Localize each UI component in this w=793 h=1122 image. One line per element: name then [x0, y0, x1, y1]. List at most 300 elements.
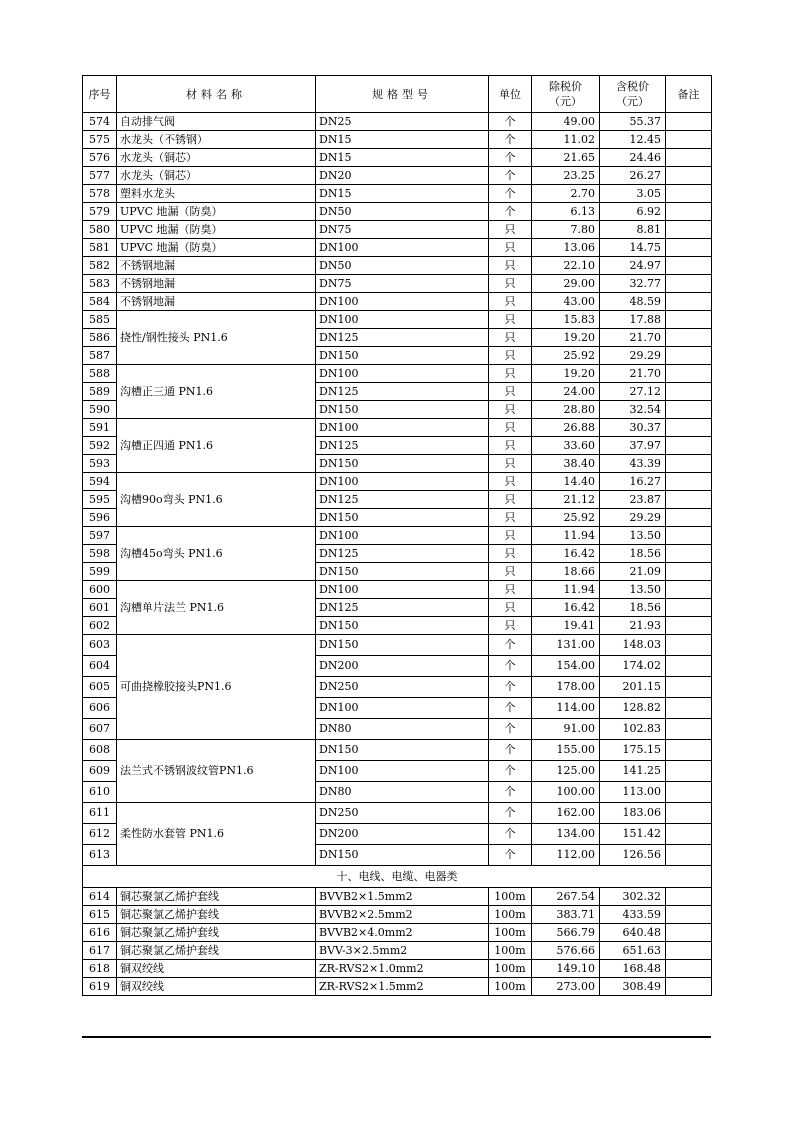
row-spec: BVVB2×4.0mm2	[316, 924, 489, 942]
row-spec: DN125	[316, 491, 489, 509]
row-unit: 个	[489, 677, 532, 698]
row-no: 588	[83, 365, 117, 383]
row-spec: DN20	[316, 167, 489, 185]
row-spec: DN100	[316, 419, 489, 437]
row-name: 沟槽单片法兰 PN1.6	[117, 581, 316, 635]
row-unit: 个	[489, 131, 532, 149]
row-price-ex: 149.10	[532, 960, 600, 978]
row-price-in: 433.59	[600, 906, 666, 924]
row-name: 挠性/钢性接头 PN1.6	[117, 311, 316, 365]
row-spec: DN15	[316, 185, 489, 203]
table-row	[83, 365, 712, 383]
row-no: 603	[83, 635, 117, 656]
table-row	[83, 803, 712, 824]
row-price-ex: 26.88	[532, 419, 600, 437]
row-price-in: 13.50	[600, 581, 666, 599]
row-remark	[666, 185, 712, 203]
row-price-ex: 91.00	[532, 719, 600, 740]
row-spec: DN100	[316, 365, 489, 383]
row-name: 法兰式不锈钢波纹管PN1.6	[117, 740, 316, 803]
row-remark	[666, 740, 712, 761]
row-remark	[666, 617, 712, 635]
row-unit: 个	[489, 824, 532, 845]
bottom-rule	[82, 1036, 711, 1038]
row-price-ex: 100.00	[532, 782, 600, 803]
row-price-ex: 18.66	[532, 563, 600, 581]
row-price-ex: 38.40	[532, 455, 600, 473]
header-spec: 规格型号	[316, 76, 489, 113]
row-remark	[666, 437, 712, 455]
row-price-ex: 2.70	[532, 185, 600, 203]
row-no: 575	[83, 131, 117, 149]
row-no: 598	[83, 545, 117, 563]
row-remark	[666, 635, 712, 656]
row-name: 沟槽正四通 PN1.6	[117, 419, 316, 473]
row-name: 水龙头（铜芯）	[117, 167, 316, 185]
row-spec: DN200	[316, 656, 489, 677]
table-header-row	[83, 76, 712, 113]
table-row	[83, 419, 712, 437]
row-price-in: 24.46	[600, 149, 666, 167]
row-price-ex: 125.00	[532, 761, 600, 782]
row-name: 沟槽45o弯头 PN1.6	[117, 527, 316, 581]
row-spec: DN125	[316, 383, 489, 401]
row-unit: 只	[489, 581, 532, 599]
row-no: 615	[83, 906, 117, 924]
row-unit: 个	[489, 740, 532, 761]
row-no: 586	[83, 329, 117, 347]
row-price-in: 12.45	[600, 131, 666, 149]
table-row	[83, 257, 712, 275]
row-remark	[666, 924, 712, 942]
row-remark	[666, 347, 712, 365]
row-spec: DN50	[316, 257, 489, 275]
row-price-in: 21.09	[600, 563, 666, 581]
row-spec: DN100	[316, 473, 489, 491]
row-price-ex: 178.00	[532, 677, 600, 698]
row-price-ex: 21.12	[532, 491, 600, 509]
row-remark	[666, 419, 712, 437]
row-price-in: 174.02	[600, 656, 666, 677]
row-unit: 只	[489, 509, 532, 527]
row-no: 581	[83, 239, 117, 257]
row-price-ex: 154.00	[532, 656, 600, 677]
table-row	[83, 635, 712, 656]
row-unit: 只	[489, 419, 532, 437]
row-price-in: 21.70	[600, 365, 666, 383]
row-price-in: 13.50	[600, 527, 666, 545]
row-no: 616	[83, 924, 117, 942]
row-spec: DN150	[316, 509, 489, 527]
row-unit: 个	[489, 167, 532, 185]
row-price-ex: 155.00	[532, 740, 600, 761]
row-price-in: 26.27	[600, 167, 666, 185]
row-price-ex: 11.94	[532, 581, 600, 599]
row-price-ex: 11.02	[532, 131, 600, 149]
row-price-in: 32.54	[600, 401, 666, 419]
row-spec: BVVB2×1.5mm2	[316, 888, 489, 906]
row-spec: ZR-RVS2×1.0mm2	[316, 960, 489, 978]
row-spec: DN150	[316, 347, 489, 365]
row-no: 574	[83, 113, 117, 131]
row-unit: 只	[489, 239, 532, 257]
table-row	[83, 221, 712, 239]
row-price-in: 21.93	[600, 617, 666, 635]
row-price-in: 37.97	[600, 437, 666, 455]
row-unit: 个	[489, 719, 532, 740]
header-unit: 单位	[489, 76, 532, 113]
row-unit: 只	[489, 599, 532, 617]
row-unit: 只	[489, 329, 532, 347]
row-spec: DN25	[316, 113, 489, 131]
row-spec: BVV-3×2.5mm2	[316, 942, 489, 960]
row-price-ex: 14.40	[532, 473, 600, 491]
row-price-in: 43.39	[600, 455, 666, 473]
row-unit: 只	[489, 383, 532, 401]
row-no: 605	[83, 677, 117, 698]
row-no: 614	[83, 888, 117, 906]
row-price-in: 29.29	[600, 509, 666, 527]
row-unit: 个	[489, 761, 532, 782]
row-spec: ZR-RVS2×1.5mm2	[316, 978, 489, 996]
row-no: 580	[83, 221, 117, 239]
row-spec: DN125	[316, 599, 489, 617]
row-spec: DN125	[316, 329, 489, 347]
row-name: UPVC 地漏（防臭）	[117, 203, 316, 221]
row-no: 600	[83, 581, 117, 599]
row-price-in: 18.56	[600, 599, 666, 617]
table-row	[83, 888, 712, 906]
row-spec: BVVB2×2.5mm2	[316, 906, 489, 924]
row-unit: 个	[489, 656, 532, 677]
row-spec: DN150	[316, 740, 489, 761]
row-remark	[666, 365, 712, 383]
row-remark	[666, 698, 712, 719]
row-unit: 只	[489, 473, 532, 491]
table-row	[83, 167, 712, 185]
row-remark	[666, 960, 712, 978]
row-remark	[666, 167, 712, 185]
row-price-in: 24.97	[600, 257, 666, 275]
table-row	[83, 906, 712, 924]
row-remark	[666, 473, 712, 491]
row-no: 583	[83, 275, 117, 293]
row-remark	[666, 221, 712, 239]
row-name: 柔性防水套管 PN1.6	[117, 803, 316, 866]
row-spec: DN100	[316, 239, 489, 257]
row-spec: DN100	[316, 581, 489, 599]
row-remark	[666, 329, 712, 347]
table-row	[83, 527, 712, 545]
row-no: 613	[83, 845, 117, 866]
row-no: 606	[83, 698, 117, 719]
row-no: 599	[83, 563, 117, 581]
row-price-in: 32.77	[600, 275, 666, 293]
row-unit: 只	[489, 347, 532, 365]
row-price-ex: 19.20	[532, 365, 600, 383]
row-unit: 只	[489, 365, 532, 383]
row-unit: 个	[489, 635, 532, 656]
table-row	[83, 185, 712, 203]
row-price-in: 55.37	[600, 113, 666, 131]
header-price-in: 含税价 （元）	[600, 76, 666, 113]
row-no: 608	[83, 740, 117, 761]
row-price-ex: 23.25	[532, 167, 600, 185]
row-spec: DN250	[316, 803, 489, 824]
row-unit: 100m	[489, 978, 532, 996]
row-spec: DN150	[316, 845, 489, 866]
row-remark	[666, 509, 712, 527]
row-no: 591	[83, 419, 117, 437]
row-spec: DN100	[316, 527, 489, 545]
row-remark	[666, 906, 712, 924]
row-spec: DN250	[316, 677, 489, 698]
row-no: 587	[83, 347, 117, 365]
row-price-ex: 13.06	[532, 239, 600, 257]
row-price-ex: 24.00	[532, 383, 600, 401]
row-unit: 个	[489, 113, 532, 131]
table-row	[83, 131, 712, 149]
row-unit: 只	[489, 311, 532, 329]
row-price-in: 48.59	[600, 293, 666, 311]
table-row	[83, 978, 712, 996]
row-unit: 只	[489, 257, 532, 275]
row-unit: 100m	[489, 924, 532, 942]
row-no: 601	[83, 599, 117, 617]
row-spec: DN125	[316, 545, 489, 563]
row-no: 582	[83, 257, 117, 275]
row-remark	[666, 845, 712, 866]
row-price-in: 128.82	[600, 698, 666, 719]
row-no: 578	[83, 185, 117, 203]
row-price-in: 183.06	[600, 803, 666, 824]
row-remark	[666, 719, 712, 740]
header-name: 材料名称	[117, 76, 316, 113]
row-name: UPVC 地漏（防臭）	[117, 221, 316, 239]
table-row	[83, 203, 712, 221]
row-price-in: 302.32	[600, 888, 666, 906]
row-price-in: 151.42	[600, 824, 666, 845]
table-row	[83, 275, 712, 293]
row-price-in: 27.12	[600, 383, 666, 401]
row-unit: 个	[489, 203, 532, 221]
row-price-in: 14.75	[600, 239, 666, 257]
row-remark	[666, 257, 712, 275]
row-price-ex: 21.65	[532, 149, 600, 167]
row-remark	[666, 113, 712, 131]
table-row	[83, 960, 712, 978]
row-price-ex: 25.92	[532, 509, 600, 527]
row-remark	[666, 527, 712, 545]
table-row	[83, 311, 712, 329]
row-price-ex: 15.83	[532, 311, 600, 329]
row-unit: 只	[489, 401, 532, 419]
row-no: 612	[83, 824, 117, 845]
row-remark	[666, 203, 712, 221]
row-price-in: 30.37	[600, 419, 666, 437]
row-unit: 100m	[489, 888, 532, 906]
row-price-in: 126.56	[600, 845, 666, 866]
row-price-ex: 134.00	[532, 824, 600, 845]
row-spec: DN80	[316, 782, 489, 803]
row-price-in: 168.48	[600, 960, 666, 978]
row-price-ex: 28.80	[532, 401, 600, 419]
row-remark	[666, 656, 712, 677]
row-price-ex: 29.00	[532, 275, 600, 293]
table-row	[83, 293, 712, 311]
row-price-in: 16.27	[600, 473, 666, 491]
table-row	[83, 149, 712, 167]
row-price-in: 175.15	[600, 740, 666, 761]
row-price-in: 29.29	[600, 347, 666, 365]
row-no: 618	[83, 960, 117, 978]
row-price-in: 113.00	[600, 782, 666, 803]
row-price-in: 640.48	[600, 924, 666, 942]
row-unit: 个	[489, 845, 532, 866]
row-unit: 个	[489, 803, 532, 824]
row-spec: DN150	[316, 563, 489, 581]
row-price-ex: 16.42	[532, 545, 600, 563]
row-remark	[666, 761, 712, 782]
row-price-in: 201.15	[600, 677, 666, 698]
row-price-ex: 33.60	[532, 437, 600, 455]
row-remark	[666, 275, 712, 293]
row-spec: DN100	[316, 293, 489, 311]
row-remark	[666, 599, 712, 617]
row-no: 617	[83, 942, 117, 960]
row-unit: 只	[489, 221, 532, 239]
row-unit: 只	[489, 527, 532, 545]
row-remark	[666, 239, 712, 257]
row-price-in: 148.03	[600, 635, 666, 656]
row-spec: DN15	[316, 131, 489, 149]
row-no: 589	[83, 383, 117, 401]
row-price-in: 18.56	[600, 545, 666, 563]
row-name: 不锈钢地漏	[117, 275, 316, 293]
row-remark	[666, 401, 712, 419]
table-row	[83, 113, 712, 131]
row-remark	[666, 131, 712, 149]
row-price-ex: 576.66	[532, 942, 600, 960]
row-no: 585	[83, 311, 117, 329]
row-remark	[666, 491, 712, 509]
row-no: 592	[83, 437, 117, 455]
row-spec: DN15	[316, 149, 489, 167]
row-unit: 个	[489, 149, 532, 167]
row-no: 597	[83, 527, 117, 545]
row-remark	[666, 942, 712, 960]
row-no: 576	[83, 149, 117, 167]
table-row	[83, 473, 712, 491]
table-row	[83, 924, 712, 942]
table-row	[83, 740, 712, 761]
row-spec: DN200	[316, 824, 489, 845]
row-unit: 只	[489, 617, 532, 635]
row-price-ex: 566.79	[532, 924, 600, 942]
row-no: 607	[83, 719, 117, 740]
table-row	[83, 239, 712, 257]
row-remark	[666, 455, 712, 473]
row-no: 590	[83, 401, 117, 419]
row-price-ex: 273.00	[532, 978, 600, 996]
row-price-in: 141.25	[600, 761, 666, 782]
row-remark	[666, 293, 712, 311]
row-no: 619	[83, 978, 117, 996]
row-price-in: 102.83	[600, 719, 666, 740]
row-remark	[666, 581, 712, 599]
row-name: 铜芯聚氯乙烯护套线	[117, 924, 316, 942]
row-unit: 只	[489, 437, 532, 455]
row-spec: DN150	[316, 635, 489, 656]
price-table	[82, 75, 712, 996]
row-price-in: 6.92	[600, 203, 666, 221]
row-price-in: 8.81	[600, 221, 666, 239]
row-no: 595	[83, 491, 117, 509]
row-remark	[666, 149, 712, 167]
row-name: UPVC 地漏（防臭）	[117, 239, 316, 257]
row-price-ex: 267.54	[532, 888, 600, 906]
row-name: 不锈钢地漏	[117, 257, 316, 275]
row-unit: 只	[489, 293, 532, 311]
table-row	[83, 581, 712, 599]
row-name: 铜芯聚氯乙烯护套线	[117, 906, 316, 924]
row-name: 水龙头（不锈钢）	[117, 131, 316, 149]
row-name: 铜芯聚氯乙烯护套线	[117, 888, 316, 906]
section-title: 十、电线、电缆、电器类	[83, 866, 712, 888]
row-no: 596	[83, 509, 117, 527]
row-remark	[666, 803, 712, 824]
row-no: 610	[83, 782, 117, 803]
row-unit: 个	[489, 782, 532, 803]
row-price-ex: 19.41	[532, 617, 600, 635]
row-unit: 只	[489, 491, 532, 509]
row-spec: DN150	[316, 455, 489, 473]
row-no: 593	[83, 455, 117, 473]
row-unit: 100m	[489, 942, 532, 960]
row-price-ex: 16.42	[532, 599, 600, 617]
table-row	[83, 942, 712, 960]
row-price-ex: 383.71	[532, 906, 600, 924]
row-remark	[666, 677, 712, 698]
row-remark	[666, 311, 712, 329]
row-remark	[666, 383, 712, 401]
row-name: 铜芯聚氯乙烯护套线	[117, 942, 316, 960]
row-remark	[666, 824, 712, 845]
row-spec: DN50	[316, 203, 489, 221]
row-remark	[666, 782, 712, 803]
row-price-ex: 11.94	[532, 527, 600, 545]
row-price-ex: 25.92	[532, 347, 600, 365]
row-name: 铜双绞线	[117, 960, 316, 978]
row-name: 沟槽正三通 PN1.6	[117, 365, 316, 419]
row-no: 584	[83, 293, 117, 311]
row-price-ex: 19.20	[532, 329, 600, 347]
row-no: 602	[83, 617, 117, 635]
row-spec: DN100	[316, 311, 489, 329]
row-price-ex: 43.00	[532, 293, 600, 311]
row-unit: 只	[489, 563, 532, 581]
row-remark	[666, 888, 712, 906]
header-no: 序号	[83, 76, 117, 113]
row-no: 611	[83, 803, 117, 824]
row-spec: DN100	[316, 761, 489, 782]
row-unit: 只	[489, 545, 532, 563]
row-unit: 100m	[489, 960, 532, 978]
header-price-ex: 除税价 （元）	[532, 76, 600, 113]
row-spec: DN125	[316, 437, 489, 455]
row-price-ex: 114.00	[532, 698, 600, 719]
row-remark	[666, 545, 712, 563]
